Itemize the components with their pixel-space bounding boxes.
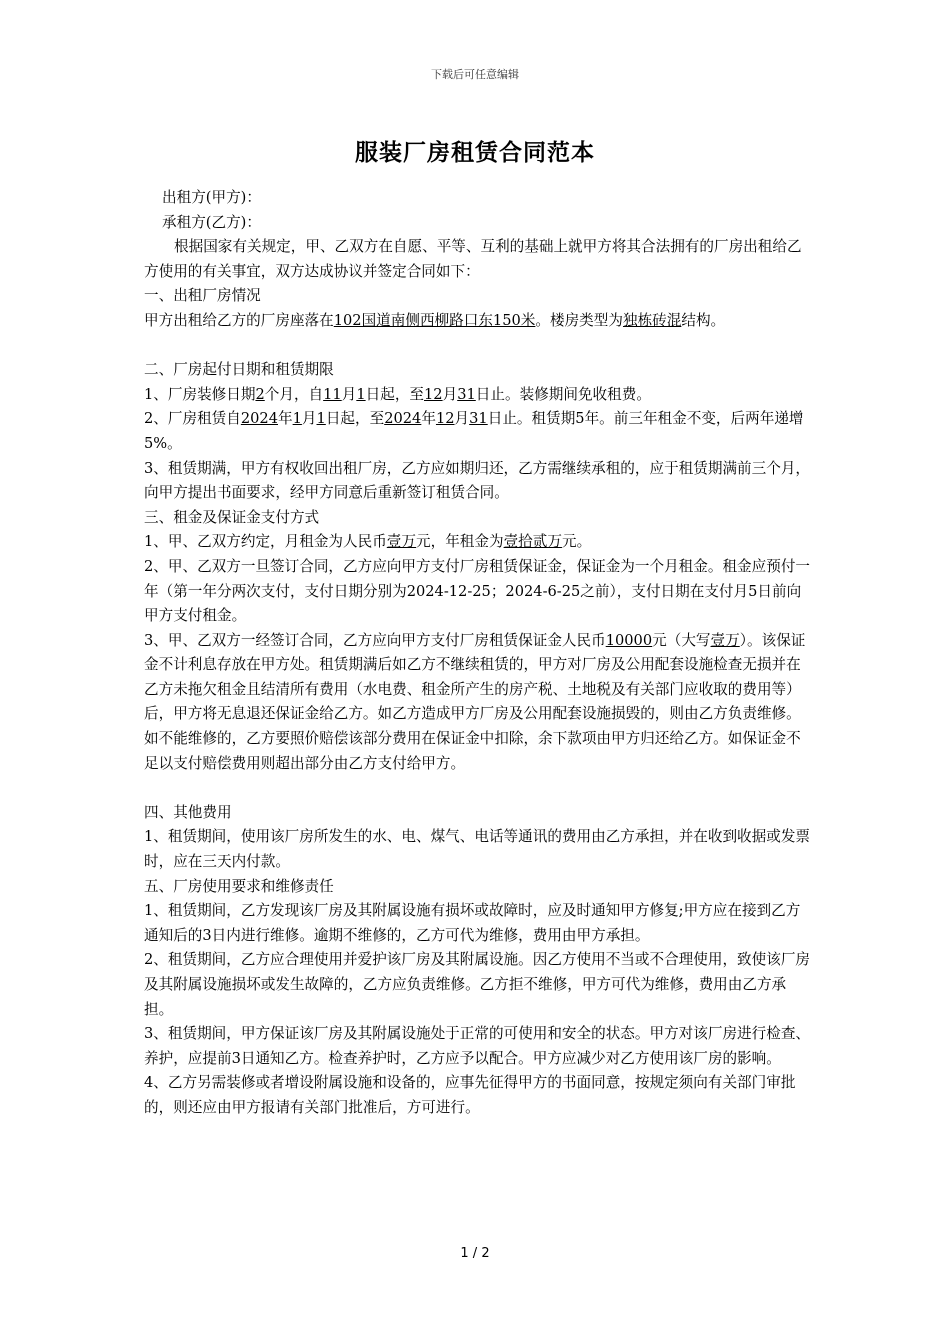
- section-3-heading: 三、租金及保证金支付方式: [144, 508, 320, 526]
- section-3-item-1: 1、甲、乙双方约定，月租金为人民币壹万元，年租金为壹拾贰万元。: [144, 533, 592, 551]
- section-5-item-2: 2、租赁期间，乙方应合理使用并爱护该厂房及其附属设施。因乙方使用不当或不合理使用，致使该厂房及其附属设施损坏或发生故障的，乙方应负责维修。乙方拒不维修，甲方可代为维修，费用由乙方承担。: [144, 951, 811, 1018]
- page-number: 1 / 2: [460, 1246, 490, 1261]
- section-1-heading: 一、出租厂房情况: [144, 287, 261, 305]
- section-1-paragraph: 甲方出租给乙方的厂房座落在102国道南侧西柳路口东150米。楼房类型为独栋砖混结构。: [144, 311, 726, 329]
- contract-body: [144, 186, 812, 1121]
- section-2-item-2: 2、厂房租赁自2024年1月1日起，至2024年12月31日止。租赁期5年。前三年租金不变，后两年递增5%。: [144, 410, 804, 452]
- section-4-item-1: 1、租赁期间，使用该厂房所发生的水、电、煤气、电话等通讯的费用由乙方承担，并在收到收据或发票时，应在三天内付款。: [144, 828, 811, 871]
- page-header: 下载后可任意编辑: [431, 68, 519, 81]
- document-title: 服装厂房租赁合同范本: [355, 140, 595, 166]
- section-5-heading: 五、厂房使用要求和维修责任: [144, 877, 334, 895]
- section-5-item-3: 3、租赁期间，甲方保证该厂房及其附属设施处于正常的可使用和安全的状态。甲方对该厂房进行检查、养护，应提前3日通知乙方。检查养护时，乙方应予以配合。甲方应减少对乙方使用该厂房的影响。: [144, 1025, 811, 1067]
- party-b-line: 承租方(乙方)：: [162, 213, 261, 231]
- location-field: 102国道南侧西柳路口东150米: [333, 311, 536, 329]
- section-3-item-2: 2、甲、乙双方一旦签订合同，乙方应向甲方支付厂房租赁保证金，保证金为一个月租金。租金应预付一年（第一年分两次支付，支付日期分别为2024-12-25；2024-6-25之前），支付日期在支付月5日前向甲方支付租金。: [144, 557, 811, 625]
- section-5-item-4: 4、乙方另需装修或者增设附属设施和设备的，应事先征得甲方的书面同意，按规定须向有关部门审批的，则还应由甲方报请有关部门批准后，方可进行。: [144, 1074, 796, 1116]
- section-3-item-3: 3、甲、乙双方一经签订合同，乙方应向甲方支付厂房租赁保证金人民币10000元（大写壹万）。该保证金不计利息存放在甲方处。租赁期满后如乙方不继续租赁的，甲方对厂房及公用配套设施检查无损并在乙方未拖欠租金且结清所有费用（水电费、租金所产生的房产税、土地税及有关部门应收取的费用等）后，甲方将无息退还保证金给乙方。如乙方造成甲方厂房及公用配套设施损毁的，则由乙方负责维修。如不能维修的，乙方要照价赔偿该部分费用在保证金中扣除，余下款项由甲方归还给乙方。如保证金不足以支付赔偿费用则超出部分由乙方支付给甲方。: [144, 631, 806, 772]
- intro-paragraph: 根据国家有关规定，甲、乙双方在自愿、平等、互利的基础上就甲方将其合法拥有的厂房出租给乙方使用的有关事宜，双方达成协议并签定合同如下：: [144, 238, 802, 280]
- section-2-heading: 二、厂房起付日期和租赁期限: [144, 361, 334, 379]
- section-5-item-1: 1、租赁期间，乙方发现该厂房及其附属设施有损坏或故障时，应及时通知甲方修复;甲方应在接到乙方通知后的3日内进行维修。逾期不维修的，乙方可代为维修，费用由甲方承担。: [144, 902, 801, 944]
- section-2-item-3: 3、租赁期满，甲方有权收回出租厂房，乙方应如期归还，乙方需继续承租的，应于租赁期满前三个月，向甲方提出书面要求，经甲方同意后重新签订租赁合同。: [144, 459, 811, 502]
- section-4-heading: 四、其他费用: [144, 803, 232, 821]
- party-a-line: 出租方(甲方)：: [162, 189, 261, 206]
- building-type-field: 独栋砖混: [622, 311, 682, 329]
- section-2-item-1: 1、厂房装修日期2个月，自11月1日起，至12月31日止。装修期间免收租费。: [144, 385, 651, 403]
